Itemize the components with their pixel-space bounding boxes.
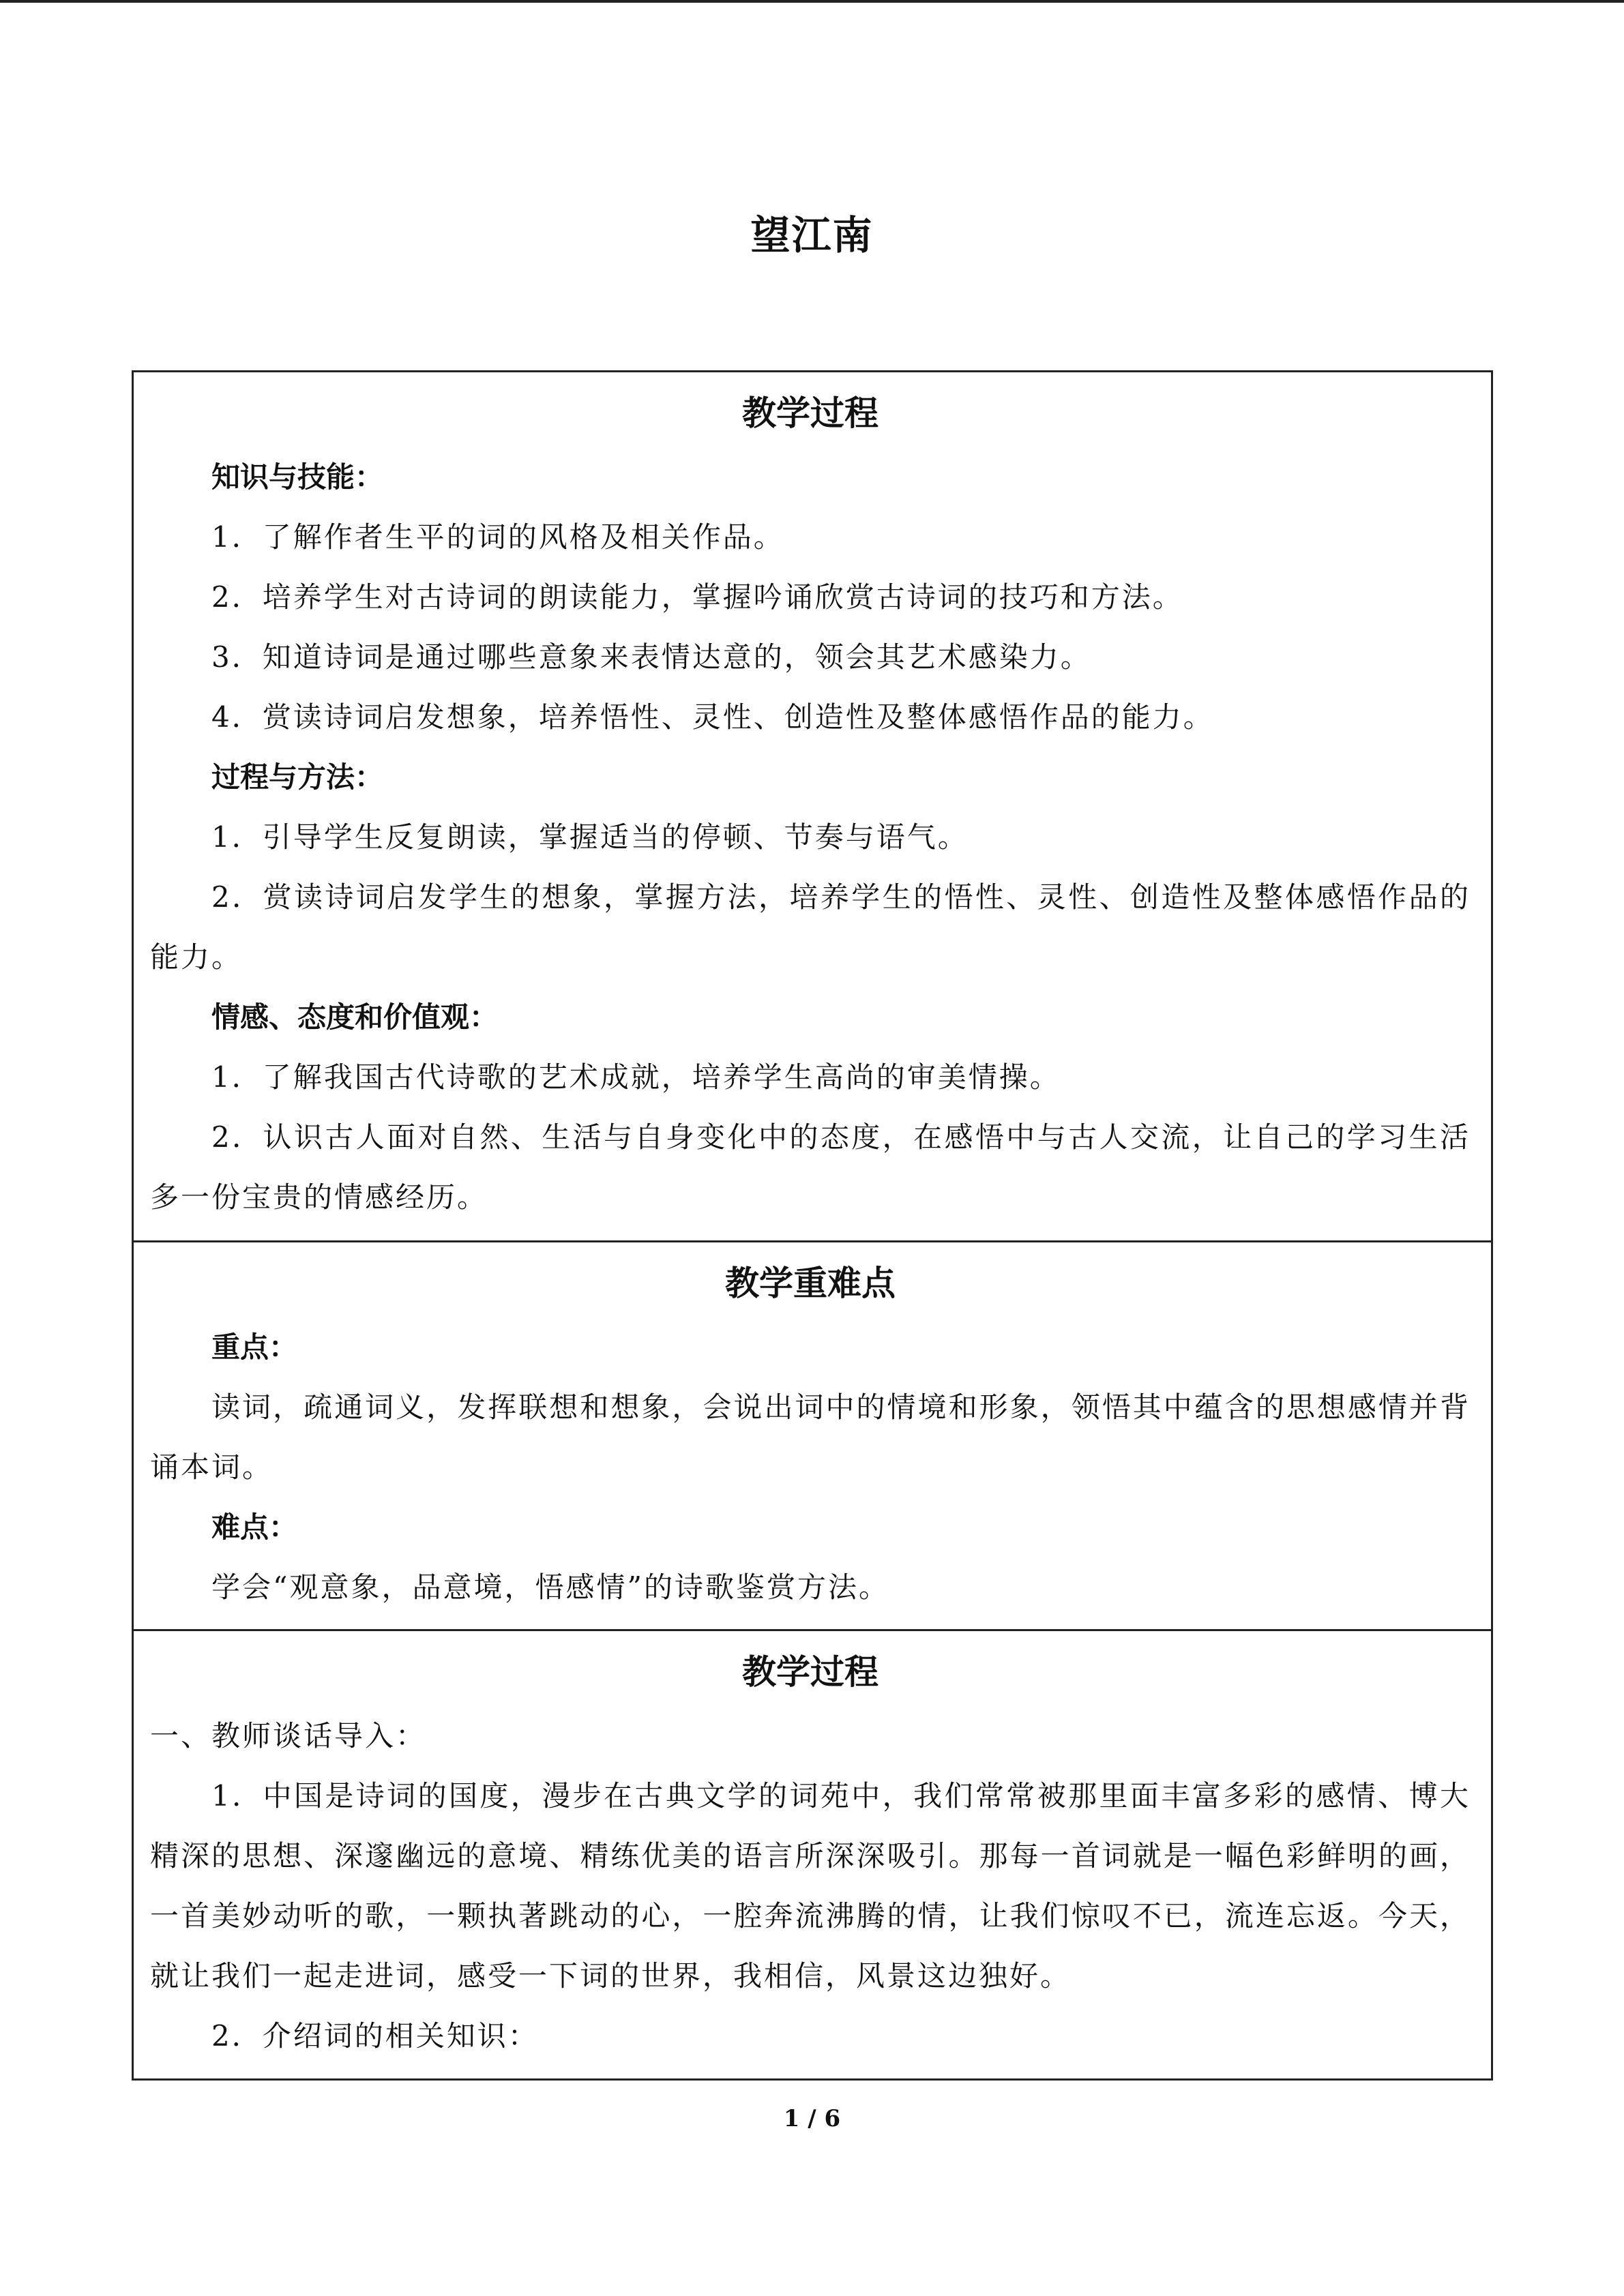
- step-item: 1．中国是诗词的国度，漫步在古典文学的词苑中，我们常常被那里面丰富多彩的感情、博大精深的思想、深邃幽远的意境、精练优美的语言所深深吸引。那每一首词就是一幅色彩鲜明的画，一首美妙动听的歌，一颗执著跳动的心，一腔奔流沸腾的情，让我们惊叹不已，流连忘返。今天，就让我们一起走进词，感受一下词的世界，我相信，风景这边独好。: [150, 1779, 1471, 1993]
- knowledge-item: 4．赏读诗词启发想象，培养悟性、灵性、创造性及整体感悟作品的能力。: [211, 700, 1214, 734]
- keypoints-heading: 教学重难点: [725, 1264, 896, 1303]
- focus-text: 读词，疏通词义，发挥联想和想象，会说出词中的情境和形象，领悟其中蕴含的思想感情并背诵本词。: [150, 1390, 1471, 1484]
- objectives-heading: 教学过程: [742, 393, 879, 433]
- values-item: 2．认识古人面对自然、生活与自身变化中的态度，在感悟中与古人交流，让自己的学习生活多一份宝贵的情感经历。: [150, 1120, 1471, 1214]
- difficulty-label: 难点：: [211, 1510, 298, 1544]
- knowledge-item: 1．了解作者生平的词的风格及相关作品。: [211, 520, 784, 554]
- method-item: 2．赏读诗词启发学生的想象，掌握方法，培养学生的悟性、灵性、创造性及整体感悟作品的能力。: [150, 880, 1471, 974]
- knowledge-item: 2．培养学生对古诗词的朗读能力，掌握吟诵欣赏古诗词的技巧和方法。: [211, 580, 1183, 614]
- values-label: 情感、态度和价值观：: [211, 1000, 499, 1034]
- keypoints-section: [134, 1240, 1491, 1629]
- method-label: 过程与方法：: [211, 760, 384, 794]
- method-item: 1．引导学生反复朗读，掌握适当的停顿、节奏与语气。: [211, 820, 969, 854]
- focus-label: 重点：: [211, 1330, 298, 1364]
- objectives-section: [134, 372, 1491, 1240]
- page-number: 1 / 6: [783, 2105, 841, 2132]
- knowledge-label: 知识与技能：: [211, 460, 384, 494]
- difficulty-text: 学会“观意象，品意境，悟感情”的诗歌鉴赏方法。: [211, 1570, 889, 1604]
- page-title: 望江南: [750, 212, 874, 258]
- process-section: [134, 1629, 1491, 2078]
- values-item: 1．了解我国古代诗歌的艺术成就，培养学生高尚的审美情操。: [211, 1060, 1061, 1094]
- step-label: 一、教师谈话导入：: [150, 1719, 427, 1753]
- lesson-plan-table: [132, 370, 1493, 2081]
- process-heading: 教学过程: [742, 1652, 879, 1692]
- knowledge-item: 3．知道诗词是通过哪些意象来表情达意的，领会其艺术感染力。: [211, 640, 1091, 674]
- top-border-line: [0, 0, 1624, 3]
- step-item: 2．介绍词的相关知识：: [211, 2019, 539, 2053]
